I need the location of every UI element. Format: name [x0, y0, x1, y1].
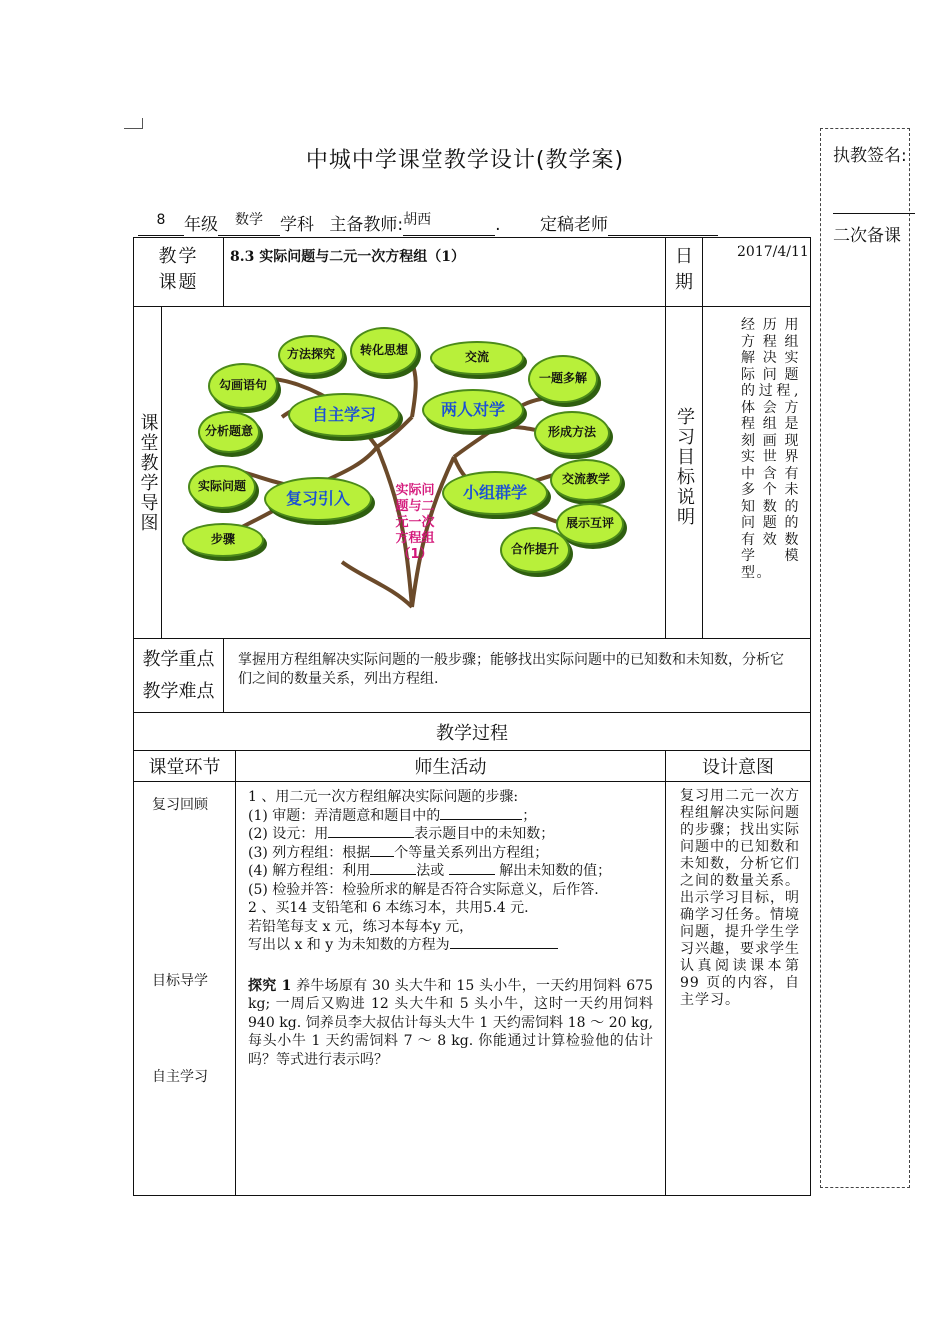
stage-review: 复习回顾	[152, 797, 208, 813]
node-steps: 步骤	[184, 525, 262, 555]
node-exchange-teaching: 交流教学	[552, 461, 620, 499]
focus-label-cell	[134, 639, 224, 713]
objective-cell	[703, 307, 811, 639]
subject-label: 学科	[280, 215, 314, 235]
node-self-study: 自主学习	[290, 395, 398, 435]
grade-label: 年级	[184, 215, 218, 235]
node-analyze-problem: 分析题意	[200, 413, 258, 451]
difficulty-label: 教学难点	[142, 680, 215, 702]
focus-text: 掌握用方程组解决实际问题的一般步骤；能够找出实际问题中的已知数和未知数，分析它们之间的数量关系，列出方程组.	[224, 639, 811, 713]
node-pair-study: 两人对学	[424, 391, 522, 429]
teacher-label: 主备教师:	[329, 215, 404, 235]
node-cooperate-improve: 合作提升	[502, 529, 568, 571]
node-real-problem: 实际问题	[190, 467, 254, 507]
node-form-method: 形成方法	[536, 413, 608, 453]
node-method-explore: 方法探究	[280, 337, 342, 373]
node-transform-idea: 转化思想	[352, 329, 416, 373]
topic-label-cell	[134, 238, 224, 307]
step-2: (2) 设元：用 表示题目中的未知数；	[248, 826, 555, 842]
page-corner-mark	[124, 118, 143, 129]
page-title: 中城中学课堂教学设计(教学案)	[305, 148, 625, 173]
step-1: (1) 审题：弄清题意和题目中的 ；	[248, 807, 537, 824]
topic-value: 8.3 实际问题与二元一次方程组（1）	[224, 238, 666, 307]
col-stage-header: 课堂环节	[134, 751, 236, 782]
side-signature-box	[820, 128, 910, 1188]
reviewer-label: 定稿老师	[539, 215, 608, 235]
stage-self-study: 自主学习	[152, 1069, 208, 1085]
sign-line	[833, 213, 915, 214]
key-point-label: 教学重点	[142, 648, 215, 670]
step-4: (4) 解方程组：利用 法或 解出未知数的值；	[248, 863, 612, 879]
objective-label: 学习目标说明	[674, 407, 696, 527]
node-review-intro: 复习引入	[266, 479, 370, 519]
grade-value: 8	[138, 215, 184, 236]
topic-label: 教学课题	[158, 246, 199, 293]
topic-row	[134, 238, 811, 307]
col-activity-header: 师生活动	[236, 751, 666, 782]
node-group-study: 小组群学	[444, 473, 546, 513]
process-header-row	[134, 751, 811, 782]
sign-label: 执教签名:	[833, 146, 907, 166]
node-show-evaluate: 展示互评	[558, 505, 622, 543]
date-label-cell	[666, 238, 703, 307]
process-title: 教学过程	[134, 713, 811, 751]
mind-map	[162, 307, 666, 637]
objective-label-cell	[666, 307, 703, 639]
stage-goal: 目标导学	[152, 973, 208, 989]
teacher-value: 胡西	[403, 215, 495, 236]
node-outline-sentences: 勾画语句	[210, 365, 276, 407]
meta-line	[138, 210, 718, 236]
step-5: (5) 检验并答：检验所求的解是否符合实际意义，后作答.	[248, 881, 599, 898]
objective-text: 经历用方程组解决实际问题的过程,体会方程组是刻画现实世界中含有多个未知数的问题的有效数学模型。	[741, 317, 801, 581]
lesson-table	[133, 237, 811, 1196]
stages-cell	[134, 782, 236, 1196]
problem-2: 2 、买14 支铅笔和 6 本练习本，共用5.4 元.	[248, 900, 529, 916]
node-exchange: 交流	[432, 343, 522, 373]
second-prep-label: 二次备课	[833, 226, 901, 246]
date-label: 日期	[675, 246, 694, 293]
reviewer-value	[608, 215, 718, 236]
activity-cell	[236, 782, 666, 1196]
teacher-dot: .	[495, 215, 501, 235]
problem-2-vars: 若铅笔每支 x 元，练习本每本y 元，	[248, 918, 474, 935]
guide-label-cell	[134, 307, 162, 639]
step-intro: 1 、用二元一次方程组解决实际问题的步骤:	[248, 789, 519, 805]
focus-row	[134, 639, 811, 713]
process-body-row	[134, 782, 811, 1196]
guide-label: 课堂教学导图	[137, 412, 159, 533]
intent-text: 复习用二元一次方程组解决实际问题的步骤；找出实际问题中的已知数和未知数，分析它们之间的数量关系。出示学习目标，明确学习任务。情境问题，提升学生学习兴趣，要求学生认真阅读课本第 99 页的内容，自主学习。	[680, 788, 801, 1008]
intent-cell	[666, 782, 811, 1196]
date-value: 2017/4/11	[703, 238, 811, 307]
activity-text	[248, 788, 653, 1069]
mind-map-cell	[162, 307, 666, 639]
node-multi-solutions: 一题多解	[530, 357, 596, 401]
process-title-row	[134, 713, 811, 751]
subject-value: 数学	[218, 215, 280, 236]
map-center-label: 实际问题与二元一次方程组（1）	[395, 483, 435, 562]
col-intent-header: 设计意图	[666, 751, 811, 782]
problem-2-ask: 写出以 x 和 y 为未知数的方程为	[248, 936, 653, 955]
guide-row	[134, 307, 811, 639]
step-3: (3) 列方程组：根据 个等量关系列出方程组；	[248, 844, 549, 861]
explore-1: 探究 1 养牛场原有 30 头大牛和 15 头小牛，一天约用饲料 675 kg; 一周后又购进 12 头大牛和 5 头小牛，这时一天约用饲料 940 kg. 饲养员李大叔估计每头大牛 1 天约需饲料 18 ～ 20 kg, 每头小牛 1 天约需饲料 7 ～ 8 kg. 你能通过计算检验他的估计吗？等式进行表示吗？	[248, 977, 654, 1068]
